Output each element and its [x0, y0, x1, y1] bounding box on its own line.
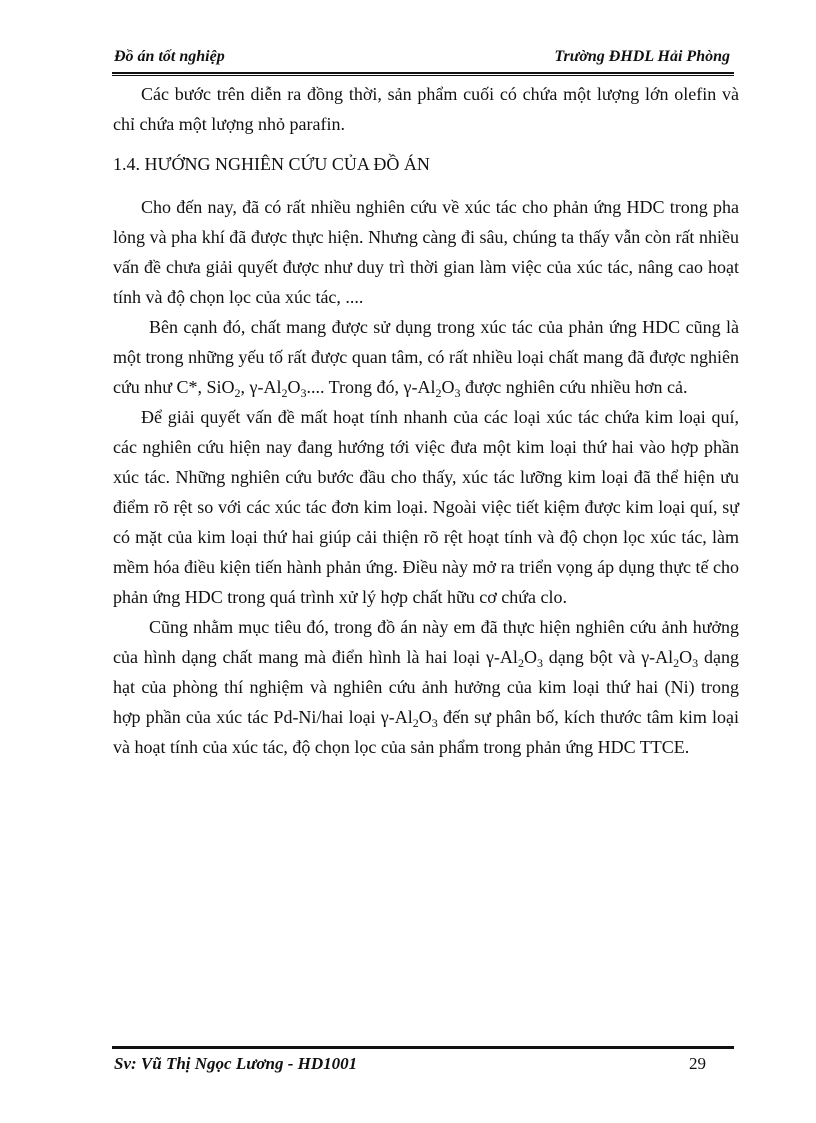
- paragraph-research-context: Cho đến nay, đã có rất nhiều nghiên cứu về xúc tác cho phản ứng HDC trong pha lỏng và pha khí đã được thực hiện. Nhưng càng đi sâu, chúng ta thấy vẫn còn rất nhiều vấn đề chưa giải quyết được như duy trì thời gian làm việc của xúc tác, nâng cao hoạt tính và độ chọn lọc của xúc tác, ....: [113, 197, 739, 307]
- paragraph-bimetallic-catalysts: Để giải quyết vấn đề mất hoạt tính nhanh của các loại xúc tác chứa kim loại quí, các nghiên cứu hiện nay đang hướng tới việc đưa một kim loại thứ hai vào hợp phần xúc tác. Những nghiên cứu bước đầu cho thấy, xúc tác lưỡng kim loại đã thể hiện ưu điểm rõ rệt so với các xúc tác đơn kim loại. Ngoài việc tiết kiệm được kim loại quí, sự có mặt của kim loại thứ hai giúp cải thiện rõ rệt hoạt tính và độ chọn lọc xúc tác, làm mềm hóa điều kiện tiến hành phản ứng. Điều này mở ra triển vọng áp dụng thực tế cho phản ứng HDC trong quá trình xử lý hợp chất hữu cơ chứa clo.: [113, 407, 739, 607]
- footer-rule: [112, 1046, 734, 1049]
- header-rule: [112, 72, 734, 74]
- page-header: [112, 48, 734, 72]
- page-body: [113, 79, 739, 762]
- paragraph-research-objective: Cũng nhằm mục tiêu đó, trong đồ án này em đã thực hiện nghiên cứu ảnh hưởng của hình dạng chất mang mà điển hình là hai loại $\gamma-Al_2O_3$ dạng bột và $\gamma-Al_2O_3$ dạng hạt của phòng thí nghiệm và nghiên cứu ảnh hưởng của kim loại thứ hai (Ni) trong hợp phần của xúc tác Pd-Ni/hai loại $\gamma-Al_2O_3$ đến sự phân bố, kích thước tâm kim loại và hoạt tính của xúc tác, độ chọn lọc của sản phẩm trong phản ứng HDC TTCE.: [113, 617, 740, 757]
- header-document-type: Đồ án tốt nghiệp: [114, 48, 225, 65]
- header-rule-thin: [112, 75, 734, 76]
- paragraph-intro: Các bước trên diễn ra đồng thời, sản phẩm cuối có chứa một lượng lớn olefin và chỉ chứa một lượng nhỏ parafin.: [113, 84, 739, 134]
- footer-student-name: Sv: Vũ Thị Ngọc Lương - HD1001: [114, 1054, 358, 1073]
- page-footer: [112, 1054, 734, 1078]
- page-number: 29: [689, 1054, 706, 1073]
- section-heading: 1.4. HƯỚNG NGHIÊN CỨU CỦA ĐỒ ÁN: [113, 154, 430, 174]
- paragraph-support-materials: Bên cạnh đó, chất mang được sử dụng trong xúc tác của phản ứng HDC cũng là một trong những yếu tố rất được quan tâm, có rất nhiều loại chất mang đã được nghiên cứu như C*, SiO$_2$, $\gamma-Al_2O_3$.... Trong đó, $\gamma-Al_2O_3$ được nghiên cứu nhiều hơn cả.: [113, 317, 739, 400]
- header-school-name: Trường ĐHDL Hải Phòng: [554, 48, 730, 65]
